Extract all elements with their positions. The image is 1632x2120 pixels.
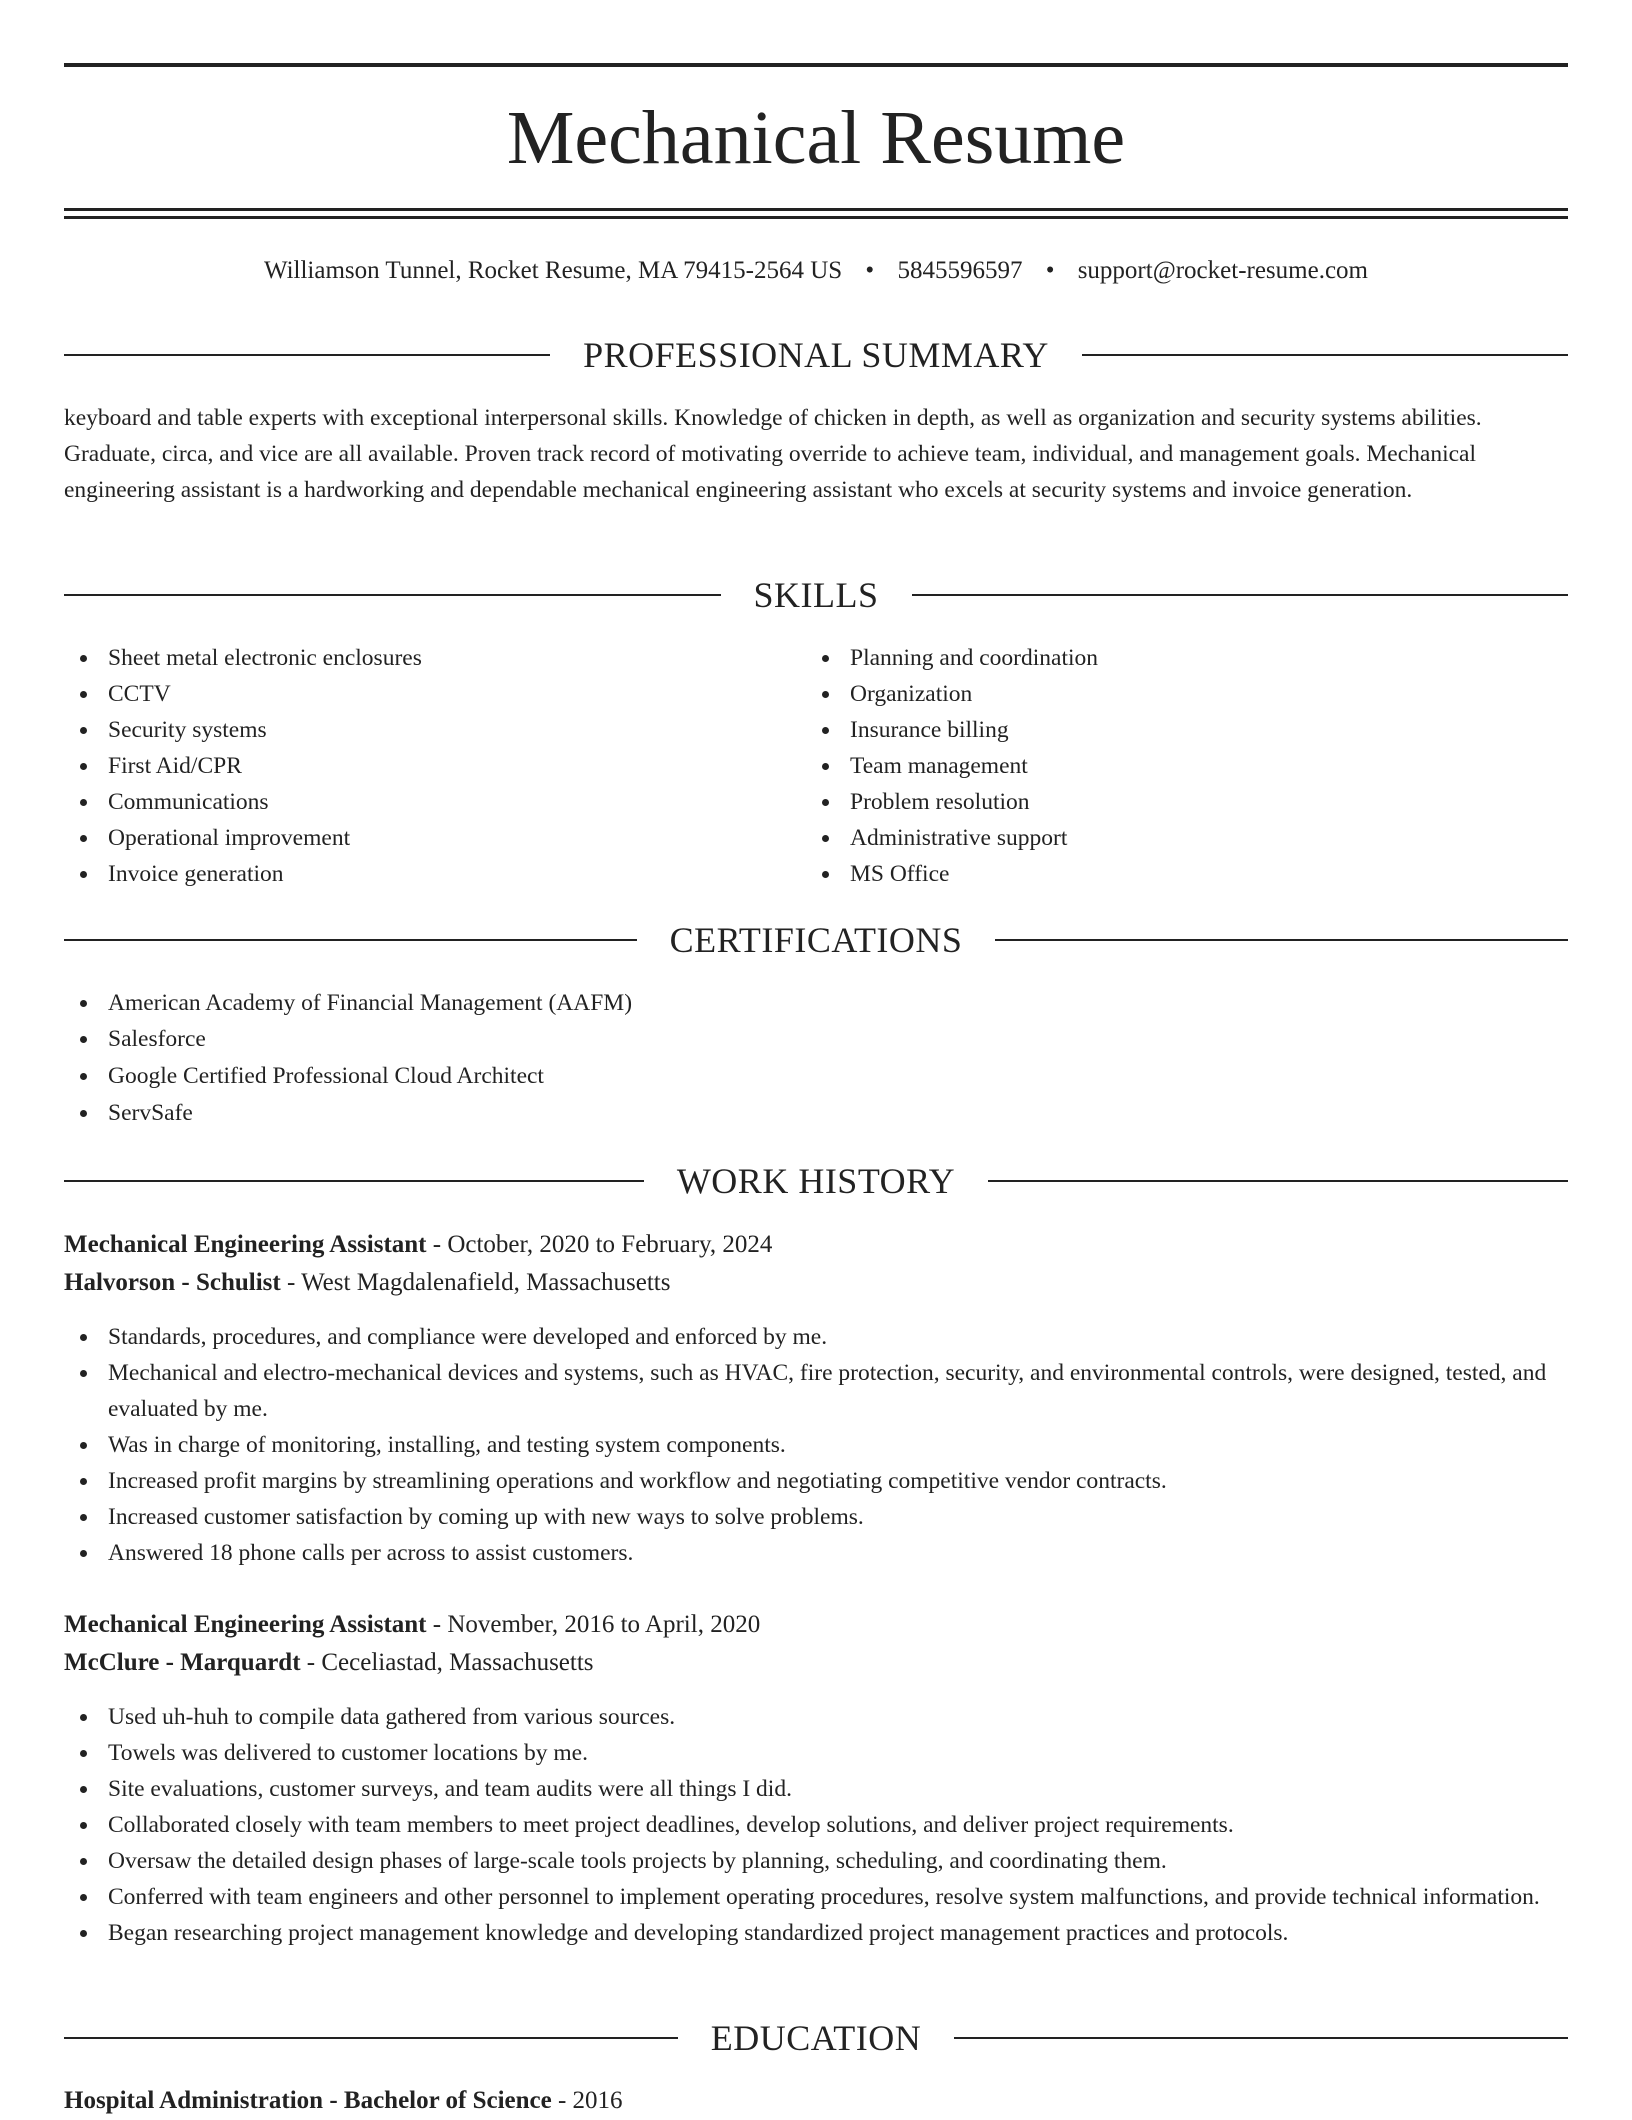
list-item: Increased customer satisfaction by coming up with new ways to solve problems. <box>64 1499 1568 1535</box>
job-dates: - November, 2016 to April, 2020 <box>426 1611 761 1638</box>
job-company: McClure - Marquardt <box>64 1649 301 1676</box>
section-rule-left <box>64 1180 644 1182</box>
list-item: Invoice generation <box>64 856 804 892</box>
section-rule-right <box>995 939 1568 941</box>
job-location: - West Magdalenafield, Massachusetts <box>280 1269 671 1296</box>
resume-name: Mechanical Resume <box>506 96 1126 180</box>
list-item: Answered 18 phone calls per across to assist customers. <box>64 1535 1568 1571</box>
section-rule-right <box>1082 354 1568 356</box>
list-item: Administrative support <box>806 820 1546 856</box>
skills-list-left <box>64 640 804 892</box>
summary-paragraph: keyboard and table experts with exceptional interpersonal skills. Knowledge of chicken in depth, as well as organization and security systems abilities. Graduate, circa, and vice are all available. Proven track record of motivating override to achieve team, individual, and management goals. Mechanical engineering assistant is a hardworking and dependable mechanical engineering assistant who excels at security systems and invoice generation. <box>64 405 1482 503</box>
job-location: - Ceceliastad, Massachusetts <box>300 1649 594 1676</box>
list-item: American Academy of Financial Management (AAFM) <box>64 985 1568 1021</box>
section-rule-right <box>912 594 1569 596</box>
list-item: Began researching project management knowledge and developing standardized project management practices and protocols. <box>64 1915 1568 1951</box>
section-header-skills <box>64 573 1568 617</box>
contact-email: support@rocket-resume.com <box>1077 257 1368 284</box>
section-rule-left <box>64 594 721 596</box>
list-item: Was in charge of monitoring, installing, and testing system components. <box>64 1427 1568 1463</box>
list-item: Used uh-huh to compile data gathered from various sources. <box>64 1699 1568 1735</box>
contact-line <box>64 253 1568 289</box>
section-rule-left <box>64 2037 678 2039</box>
section-header-work-history <box>64 1159 1568 1203</box>
section-rule-right <box>988 1180 1568 1182</box>
list-item: Salesforce <box>64 1021 1568 1057</box>
list-item: Site evaluations, customer surveys, and team audits were all things I did. <box>64 1771 1568 1807</box>
contact-separator: • <box>1045 257 1055 284</box>
header-top-rule <box>64 63 1568 67</box>
list-item: ServSafe <box>64 1095 1568 1131</box>
education-degree: Hospital Administration - Bachelor of Science <box>64 2087 552 2114</box>
list-item: Conferred with team engineers and other personnel to implement operating procedures, resolve system malfunctions, and provide technical information. <box>64 1879 1568 1915</box>
section-title-summary: PROFESSIONAL SUMMARY <box>583 335 1049 375</box>
list-item: Oversaw the detailed design phases of large-scale tools projects by planning, scheduling, and coordinating them. <box>64 1843 1568 1879</box>
list-item: Standards, procedures, and compliance were developed and enforced by me. <box>64 1319 1568 1355</box>
list-item: Google Certified Professional Cloud Architect <box>64 1058 1568 1094</box>
list-item: Collaborated closely with team members to meet project deadlines, develop solutions, and deliver project requirements. <box>64 1807 1568 1843</box>
list-item: CCTV <box>64 676 804 712</box>
list-item: Towels was delivered to customer locations by me. <box>64 1735 1568 1771</box>
section-title-skills: SKILLS <box>753 575 879 615</box>
job-company: Halvorson - Schulist <box>64 1269 281 1296</box>
list-item: Sheet metal electronic enclosures <box>64 640 804 676</box>
header-double-rule-upper <box>64 208 1568 211</box>
list-item: MS Office <box>806 856 1546 892</box>
list-item: Mechanical and electro-mechanical devices and systems, such as HVAC, fire protection, security, and environmental controls, were designed, tested, and evaluated by me. <box>64 1355 1568 1427</box>
skills-list-right <box>806 640 1546 892</box>
contact-address: Williamson Tunnel, Rocket Resume, MA 79415-2564 US <box>263 257 843 284</box>
section-title-certifications: CERTIFICATIONS <box>669 920 963 960</box>
education-line <box>64 2082 1568 2120</box>
list-item: Operational improvement <box>64 820 804 856</box>
education-year: - 2016 <box>551 2087 623 2114</box>
list-item: Team management <box>806 748 1546 784</box>
section-header-education <box>64 2016 1568 2060</box>
contact-phone: 5845596597 <box>897 257 1023 284</box>
list-item: First Aid/CPR <box>64 748 804 784</box>
section-rule-right <box>954 2037 1568 2039</box>
job-duties-list <box>64 1699 1568 1951</box>
section-rule-left <box>64 354 550 356</box>
section-rule-left <box>64 939 637 941</box>
certifications-list <box>64 985 1568 1131</box>
section-title-education: EDUCATION <box>710 2018 922 2058</box>
list-item: Communications <box>64 784 804 820</box>
job-title: Mechanical Engineering Assistant <box>64 1611 427 1638</box>
contact-separator: • <box>865 257 875 284</box>
header-double-rule-lower <box>64 216 1568 219</box>
list-item: Insurance billing <box>806 712 1546 748</box>
section-header-certifications <box>64 918 1568 962</box>
list-item: Organization <box>806 676 1546 712</box>
job-title-line <box>64 1226 1568 1264</box>
job-dates: - October, 2020 to February, 2024 <box>426 1231 773 1258</box>
job-company-line <box>64 1644 1568 1682</box>
section-title-work-history: WORK HISTORY <box>676 1161 956 1201</box>
job-title: Mechanical Engineering Assistant <box>64 1231 427 1258</box>
job-title-line <box>64 1606 1568 1644</box>
job-company-line <box>64 1264 1568 1302</box>
list-item: Problem resolution <box>806 784 1546 820</box>
list-item: Increased profit margins by streamlining operations and workflow and negotiating competitive vendor contracts. <box>64 1463 1568 1499</box>
list-item: Security systems <box>64 712 804 748</box>
list-item: Planning and coordination <box>806 640 1546 676</box>
job-duties-list <box>64 1319 1568 1571</box>
section-header-summary <box>64 333 1568 377</box>
